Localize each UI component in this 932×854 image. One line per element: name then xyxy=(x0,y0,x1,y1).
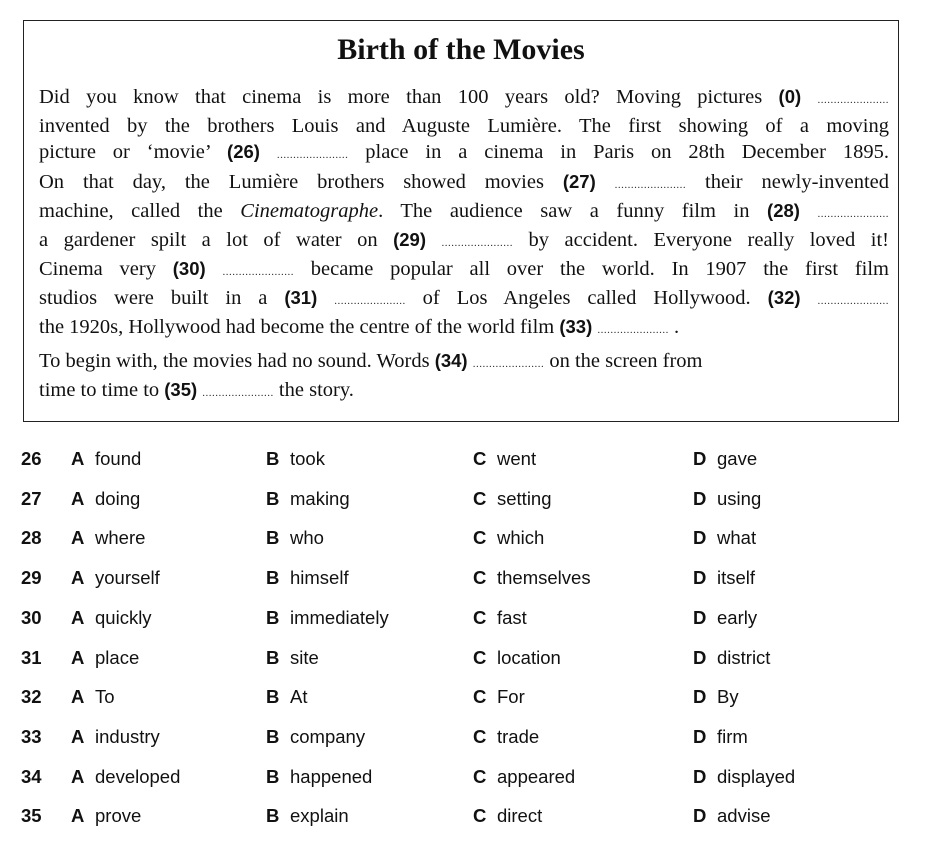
option-text: himself xyxy=(290,567,349,589)
option-letter: D xyxy=(693,487,707,509)
gap-number-35: (35) xyxy=(164,379,198,401)
option-a[interactable] xyxy=(71,766,180,788)
option-letter: D xyxy=(693,646,707,668)
option-letter: A xyxy=(71,606,85,628)
passage-line: a gardener spilt a lot of water on (29) ...................... by accident. Everyone really loved it! xyxy=(39,229,889,252)
option-a[interactable] xyxy=(71,567,160,589)
passage-line: picture or ‘movie’ (26) ...................... place in a cinema in Paris on 28th December 1895. xyxy=(39,141,890,164)
question-number: 34 xyxy=(21,765,42,787)
gap-blank[interactable]: ...................... xyxy=(222,266,294,278)
passage-box xyxy=(23,20,899,422)
option-letter: D xyxy=(693,448,707,469)
option-d[interactable] xyxy=(693,686,739,708)
option-c[interactable] xyxy=(473,805,542,827)
gap-blank[interactable]: ...................... xyxy=(334,295,406,308)
question-number: 33 xyxy=(21,725,42,747)
option-text: using xyxy=(717,487,762,509)
option-a[interactable] xyxy=(71,647,139,669)
gap-number-32: (32) xyxy=(767,287,801,309)
gap-blank[interactable]: ...................... xyxy=(817,207,890,220)
option-text: which xyxy=(497,527,545,549)
option-text: early xyxy=(717,606,758,628)
option-letter: A xyxy=(71,765,85,787)
option-letter: C xyxy=(473,606,487,628)
option-text: yourself xyxy=(95,567,160,589)
option-letter: D xyxy=(693,606,707,628)
gap-blank[interactable]: ...................... xyxy=(817,94,890,106)
question-number: 31 xyxy=(21,646,42,668)
question-number: 35 xyxy=(21,805,42,827)
option-letter: C xyxy=(473,567,487,589)
question-row xyxy=(0,805,932,835)
option-letter: D xyxy=(693,567,707,589)
passage-line: Did you know that cinema is more than 100 years old? Moving pictures (0) ...................... xyxy=(39,86,890,108)
passage-line: machine, called the Cinematographe. The audience saw a funny film in (28) ...................... xyxy=(39,199,890,222)
option-b[interactable] xyxy=(266,726,365,748)
question-row xyxy=(0,766,932,796)
option-a[interactable] xyxy=(71,805,141,827)
option-letter: B xyxy=(266,805,280,827)
option-text: making xyxy=(290,487,350,509)
option-letter: C xyxy=(473,448,487,469)
option-text: By xyxy=(717,686,739,708)
option-letter: B xyxy=(266,606,280,628)
option-text: place xyxy=(95,646,140,668)
gap-blank[interactable]: ...................... xyxy=(472,358,545,370)
option-b[interactable] xyxy=(266,448,325,470)
question-row xyxy=(0,448,932,478)
option-c[interactable] xyxy=(473,766,575,788)
question-row xyxy=(0,527,932,557)
option-text: setting xyxy=(497,487,552,509)
option-text: immediately xyxy=(290,606,389,628)
option-letter: C xyxy=(473,725,487,747)
option-d[interactable] xyxy=(693,527,756,549)
gap-blank[interactable]: ...................... xyxy=(817,295,890,308)
option-text: went xyxy=(497,448,537,469)
option-text: At xyxy=(290,686,308,708)
gap-number-29: (29) xyxy=(393,229,426,251)
gap-number-0: (0) xyxy=(778,86,802,107)
option-letter: C xyxy=(473,487,487,509)
option-text: gave xyxy=(717,448,758,469)
option-b[interactable] xyxy=(266,647,319,669)
option-a[interactable] xyxy=(71,726,160,748)
option-c[interactable] xyxy=(473,607,527,629)
option-text: company xyxy=(290,725,366,747)
option-a[interactable] xyxy=(71,448,141,470)
option-text: quickly xyxy=(95,606,152,628)
option-text: district xyxy=(717,646,771,668)
option-letter: A xyxy=(71,487,85,509)
option-text: firm xyxy=(717,725,748,747)
option-c[interactable] xyxy=(473,567,591,589)
option-text: doing xyxy=(95,487,141,509)
option-b[interactable] xyxy=(266,805,349,827)
option-text: prove xyxy=(95,805,142,827)
question-number: 29 xyxy=(21,567,42,589)
option-letter: D xyxy=(693,805,707,827)
option-text: where xyxy=(95,527,146,549)
option-letter: A xyxy=(71,805,85,827)
option-letter: B xyxy=(266,448,280,469)
option-text: itself xyxy=(717,567,756,589)
paragraph-1 xyxy=(39,84,889,256)
option-b[interactable] xyxy=(266,766,372,788)
option-letter: D xyxy=(693,765,707,787)
option-letter: A xyxy=(71,527,85,549)
option-letter: B xyxy=(266,567,280,589)
gap-number-26: (26) xyxy=(227,141,260,163)
option-text: who xyxy=(290,527,324,549)
option-d[interactable] xyxy=(693,607,757,629)
option-d[interactable] xyxy=(693,766,795,788)
option-text: displayed xyxy=(717,765,796,787)
option-text: location xyxy=(497,646,561,668)
passage-line: time to time to (35) ...................... the story. xyxy=(39,379,354,402)
option-text: happened xyxy=(290,765,373,787)
passage-line: Cinema very (30) ...................... became popular all over the world. In 1907 the first film xyxy=(39,258,890,280)
question-number: 32 xyxy=(21,686,42,708)
passage-line: the 1920s, Hollywood had become the centre of the world film (33) ...................... . xyxy=(39,316,680,339)
question-row xyxy=(0,686,932,716)
option-d[interactable] xyxy=(693,647,770,669)
option-c[interactable] xyxy=(473,686,525,708)
option-letter: D xyxy=(693,527,707,549)
option-text: fast xyxy=(497,606,527,628)
question-row xyxy=(0,567,932,597)
option-text: found xyxy=(95,448,142,469)
gap-number-30: (30) xyxy=(172,258,206,279)
option-letter: A xyxy=(71,725,85,747)
gap-number-31: (31) xyxy=(284,287,318,309)
gap-blank[interactable]: ...................... xyxy=(202,387,274,400)
gap-blank[interactable]: ...................... xyxy=(276,149,349,162)
passage-line: To begin with, the movies had no sound. Words (34) ...................... on the screen from xyxy=(39,350,703,372)
option-text: trade xyxy=(497,725,540,747)
option-text: developed xyxy=(95,765,181,787)
question-number: 30 xyxy=(21,606,42,628)
question-row xyxy=(0,607,932,637)
gap-blank[interactable]: ...................... xyxy=(441,237,514,250)
option-b[interactable] xyxy=(266,607,389,629)
option-b[interactable] xyxy=(266,567,349,589)
option-d[interactable] xyxy=(693,448,757,470)
gap-number-27: (27) xyxy=(562,170,596,192)
option-b[interactable] xyxy=(266,527,324,549)
gap-number-34: (34) xyxy=(434,350,468,371)
option-text: appeared xyxy=(497,765,576,787)
option-text: themselves xyxy=(497,567,591,589)
gap-number-28: (28) xyxy=(767,199,800,221)
option-letter: A xyxy=(71,646,85,668)
option-d[interactable] xyxy=(693,726,748,748)
option-text: what xyxy=(717,527,757,549)
option-a[interactable] xyxy=(71,527,145,549)
option-letter: C xyxy=(473,527,487,549)
option-text: direct xyxy=(497,805,543,827)
option-a[interactable] xyxy=(71,686,115,708)
option-c[interactable] xyxy=(473,726,539,748)
option-letter: C xyxy=(473,646,487,668)
option-letter: A xyxy=(71,567,85,589)
option-d[interactable] xyxy=(693,488,761,510)
passage-line: On that day, the Lumière brothers showed movies (27) ...................... their newly-invented xyxy=(39,170,889,193)
option-letter: C xyxy=(473,765,487,787)
option-text: For xyxy=(497,686,525,708)
option-letter: D xyxy=(693,686,707,708)
question-number: 28 xyxy=(21,527,42,549)
question-row xyxy=(0,488,932,518)
option-text: advise xyxy=(717,805,771,827)
gap-number-33: (33) xyxy=(559,316,593,338)
option-a[interactable] xyxy=(71,488,140,510)
option-text: took xyxy=(290,448,325,469)
option-letter: A xyxy=(71,686,85,708)
option-letter: A xyxy=(71,448,85,469)
option-c[interactable] xyxy=(473,448,536,470)
option-text: site xyxy=(290,646,319,668)
option-c[interactable] xyxy=(473,647,561,669)
option-letter: B xyxy=(266,646,280,668)
passage-line: invented by the brothers Louis and Auguste Lumière. The first showing of a moving xyxy=(39,115,889,138)
option-a[interactable] xyxy=(71,607,152,629)
option-b[interactable] xyxy=(266,686,307,708)
passage-title: Birth of the Movies xyxy=(337,33,585,66)
question-number: 27 xyxy=(21,487,42,509)
question-number: 26 xyxy=(21,448,42,469)
option-d[interactable] xyxy=(693,567,755,589)
gap-blank[interactable]: ...................... xyxy=(597,324,669,337)
option-letter: B xyxy=(266,527,280,549)
option-letter: B xyxy=(266,686,280,708)
passage-line: studios were built in a (31) ...................... of Los Angeles called Hollywood. (32) ...................... xyxy=(39,287,890,310)
option-text: explain xyxy=(290,805,349,827)
paragraph-2 xyxy=(39,256,889,344)
paragraph-3 xyxy=(39,348,889,406)
option-b[interactable] xyxy=(266,488,350,510)
gap-blank[interactable]: ...................... xyxy=(614,178,687,191)
question-row xyxy=(0,726,932,756)
option-letter: C xyxy=(473,805,487,827)
option-letter: B xyxy=(266,725,280,747)
option-letter: B xyxy=(266,487,280,509)
option-text: To xyxy=(95,686,115,708)
option-d[interactable] xyxy=(693,805,770,827)
option-c[interactable] xyxy=(473,527,544,549)
option-letter: C xyxy=(473,686,487,708)
option-text: industry xyxy=(95,725,160,747)
option-c[interactable] xyxy=(473,488,552,510)
question-row xyxy=(0,647,932,677)
option-letter: D xyxy=(693,725,707,747)
option-letter: B xyxy=(266,765,280,787)
